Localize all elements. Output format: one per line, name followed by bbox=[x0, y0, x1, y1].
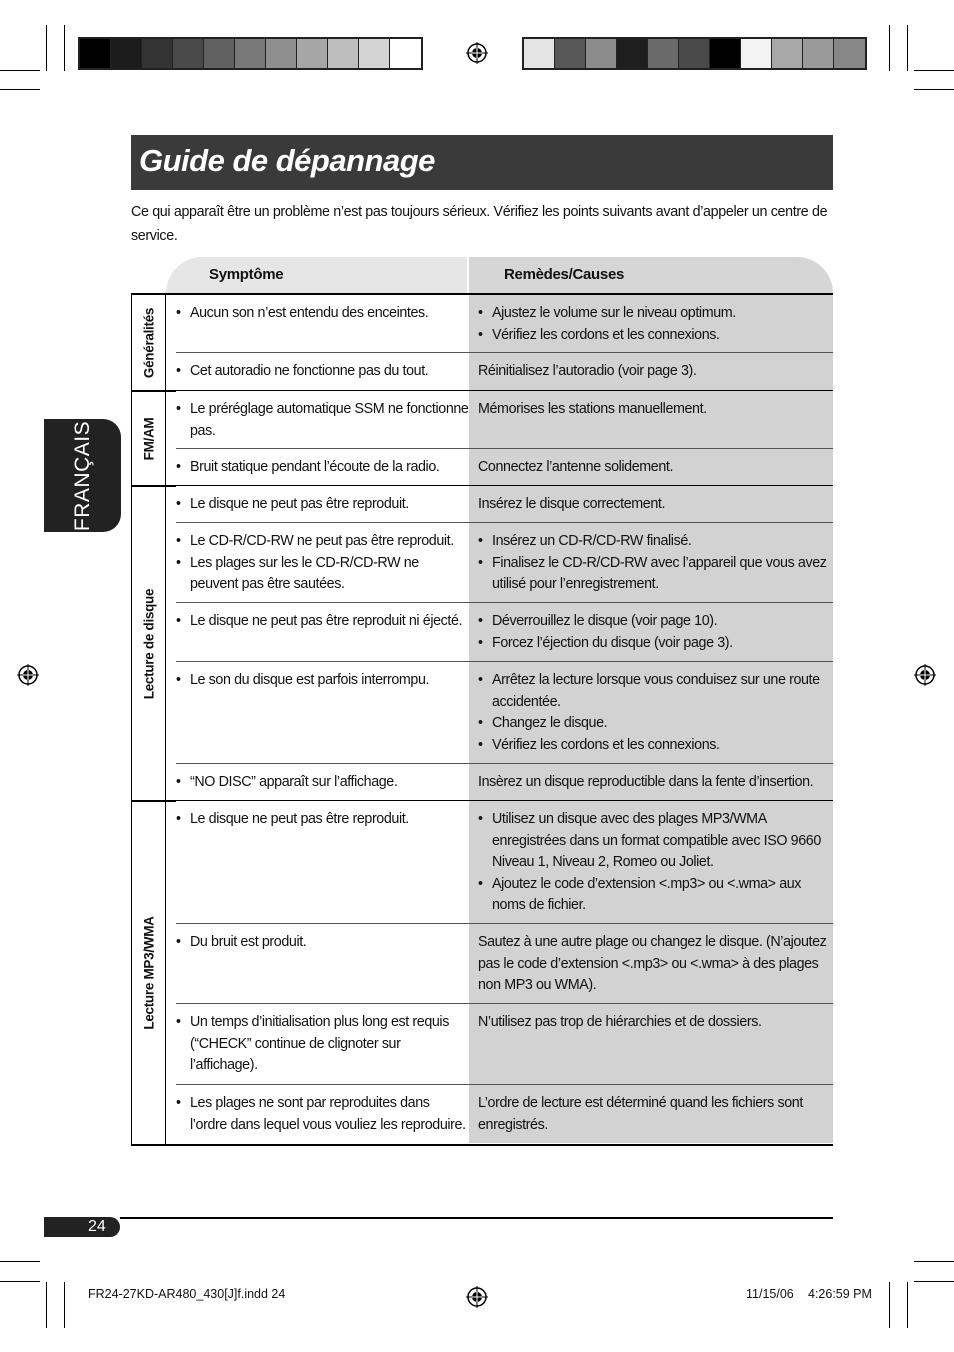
color-swatch bbox=[235, 39, 266, 68]
table-row bbox=[176, 486, 833, 522]
page-number: 24 bbox=[44, 1217, 120, 1237]
remedy-cell bbox=[469, 1085, 833, 1143]
crop-mark bbox=[64, 25, 65, 71]
footer-rule bbox=[120, 1217, 833, 1219]
remedy-text: Insérez le disque correctement. bbox=[478, 496, 666, 512]
list-item: • Le CD-R/CD-RW ne peut pas être reproduit. bbox=[176, 531, 469, 553]
bullet-list bbox=[478, 303, 833, 346]
remedy-text: Insèrez un disque reproductible dans la fente d’insertion. bbox=[478, 774, 814, 790]
list-item: • Cet autoradio ne fonctionne pas du tout. bbox=[176, 361, 469, 383]
remedy-cell bbox=[469, 391, 833, 448]
remedy-text: Connectez l’antenne solidement. bbox=[478, 459, 674, 475]
remedy-text: N’utilisez pas trop de hiérarchies et de dossiers. bbox=[478, 1014, 762, 1030]
list-item: • Le préréglage automatique SSM ne fonctionne pas. bbox=[176, 399, 469, 442]
bullet-list bbox=[478, 611, 833, 654]
group-label: Lecture MP3/WMA bbox=[141, 915, 156, 1030]
remedy-cell bbox=[469, 295, 833, 352]
symptom-header: Symptôme bbox=[166, 257, 467, 294]
list-item: • Finalisez le CD-R/CD-RW avec l’appareil que vous avez utilisé pour l’enregistrement. bbox=[478, 553, 833, 596]
color-swatch bbox=[555, 39, 586, 68]
color-swatch bbox=[710, 39, 741, 68]
bullet-list bbox=[478, 531, 833, 596]
symptom-cell bbox=[176, 603, 469, 661]
bullet-list bbox=[176, 494, 469, 516]
bullet-list bbox=[176, 1093, 469, 1136]
color-swatch bbox=[111, 39, 142, 68]
crop-mark bbox=[64, 1282, 65, 1328]
symptom-cell bbox=[176, 486, 469, 522]
list-item: • Le disque ne peut pas être reproduit ni éjecté. bbox=[176, 611, 469, 633]
color-swatch bbox=[173, 39, 204, 68]
remedy-cell bbox=[469, 523, 833, 602]
color-swatch bbox=[390, 39, 421, 68]
symptom-cell bbox=[176, 1004, 469, 1084]
color-strip-left bbox=[78, 37, 423, 70]
bullet-list bbox=[176, 457, 469, 479]
remedy-text: Mémorises les stations manuellement. bbox=[478, 401, 707, 417]
footer-file: FR24-27KD-AR480_430[J]f.indd 24 bbox=[88, 1287, 286, 1301]
bullet-list bbox=[176, 1012, 469, 1077]
table-row bbox=[176, 662, 833, 763]
remedy-text: Sautez à une autre plage ou changez le disque. (N’ajoutez pas le code d’extension <.mp3> ou <.wma> à des plages non MP3 ou WMA). bbox=[478, 934, 827, 993]
list-item: • Vérifiez les cordons et les connexions. bbox=[478, 735, 833, 757]
symptom-cell bbox=[176, 662, 469, 763]
remedy-cell bbox=[469, 1004, 833, 1084]
language-tab bbox=[44, 419, 121, 532]
list-item: • Déverrouillez le disque (voir page 10). bbox=[478, 611, 833, 633]
remedy-cell bbox=[469, 801, 833, 923]
remedy-text: Réinitialisez l’autoradio (voir page 3). bbox=[478, 363, 697, 379]
table-row bbox=[176, 295, 833, 352]
registration-mark-icon bbox=[466, 1286, 488, 1308]
color-swatch bbox=[586, 39, 617, 68]
bullet-list bbox=[478, 809, 833, 917]
list-item: • Utilisez un disque avec des plages MP3/WMA enregistrées dans un format compatible avec ISO 9660 Niveau 1, Niveau 2, Romeo ou Joliet. bbox=[478, 809, 833, 874]
registration-mark-icon bbox=[466, 42, 488, 64]
list-item: • Les plages ne sont par reproduites dans l’ordre dans lequel vous vouliez les reproduire. bbox=[176, 1093, 469, 1136]
color-swatch bbox=[297, 39, 328, 68]
color-swatch bbox=[617, 39, 648, 68]
color-swatch bbox=[648, 39, 679, 68]
remedy-cell bbox=[469, 924, 833, 1003]
table-row bbox=[176, 764, 833, 800]
list-item: • Changez le disque. bbox=[478, 713, 833, 735]
color-swatch bbox=[204, 39, 235, 68]
group-label: FM/AM bbox=[141, 417, 156, 460]
list-item: • Ajoutez le code d’extension <.mp3> ou <.wma> aux noms de fichier. bbox=[478, 874, 833, 917]
table-row bbox=[176, 603, 833, 661]
bullet-list bbox=[176, 361, 469, 383]
list-item: • Le disque ne peut pas être reproduit. bbox=[176, 809, 469, 831]
symptom-cell bbox=[176, 295, 469, 352]
color-swatch bbox=[142, 39, 173, 68]
remedy-text: L’ordre de lecture est déterminé quand les fichiers sont enregistrés. bbox=[478, 1095, 803, 1133]
symptom-cell bbox=[176, 353, 469, 390]
crop-mark bbox=[889, 25, 890, 71]
color-swatch bbox=[772, 39, 803, 68]
intro-text: Ce qui apparaît être un problème n’est pas toujours sérieux. Vérifiez les points suivants avant d’appeler un centre de service. bbox=[131, 204, 828, 244]
remedy-cell bbox=[469, 449, 833, 485]
bullet-list bbox=[176, 670, 469, 692]
page-title: Guide de dépannage bbox=[139, 143, 435, 178]
color-swatch bbox=[359, 39, 390, 68]
crop-mark bbox=[46, 1282, 47, 1328]
color-strip-right bbox=[522, 37, 867, 70]
bullet-list bbox=[176, 531, 469, 596]
group-label-cell bbox=[131, 801, 166, 1144]
table-row bbox=[176, 523, 833, 602]
table-row bbox=[176, 353, 833, 390]
list-item: • Le disque ne peut pas être reproduit. bbox=[176, 494, 469, 516]
remedy-cell bbox=[469, 353, 833, 390]
crop-mark bbox=[914, 1281, 954, 1282]
table-row bbox=[176, 1004, 833, 1084]
remedy-cell bbox=[469, 764, 833, 800]
list-item: • Forcez l’éjection du disque (voir page 3). bbox=[478, 633, 833, 655]
group-label: Généralités bbox=[141, 307, 156, 379]
bullet-list bbox=[176, 772, 469, 794]
group-label-cell bbox=[131, 391, 166, 486]
crop-mark bbox=[907, 1282, 908, 1328]
crop-mark bbox=[907, 25, 908, 71]
crop-mark bbox=[0, 89, 40, 90]
bullet-list bbox=[176, 399, 469, 442]
remedy-header: Remèdes/Causes bbox=[469, 257, 833, 294]
group-label-cell bbox=[131, 486, 166, 801]
color-swatch bbox=[741, 39, 772, 68]
table-row bbox=[176, 924, 833, 1003]
list-item: • Arrêtez la lecture lorsque vous conduisez sur une route accidentée. bbox=[478, 670, 833, 713]
table-group-rule bbox=[131, 1144, 833, 1146]
crop-mark bbox=[914, 1261, 954, 1262]
list-item: • Insérez un CD-R/CD-RW finalisé. bbox=[478, 531, 833, 553]
crop-mark bbox=[914, 89, 954, 90]
color-swatch bbox=[803, 39, 834, 68]
list-item: • Ajustez le volume sur le niveau optimum. bbox=[478, 303, 833, 325]
language-tab-label: FRANÇAIS bbox=[70, 420, 94, 531]
table-row bbox=[176, 801, 833, 923]
color-swatch bbox=[524, 39, 555, 68]
symptom-cell bbox=[176, 764, 469, 800]
remedy-cell bbox=[469, 603, 833, 661]
bullet-list bbox=[176, 611, 469, 633]
color-swatch bbox=[679, 39, 710, 68]
group-label-cell bbox=[131, 295, 166, 391]
list-item: • “NO DISC” apparaît sur l’affichage. bbox=[176, 772, 469, 794]
table-row bbox=[176, 1085, 833, 1143]
bullet-list bbox=[176, 809, 469, 831]
crop-mark bbox=[889, 1282, 890, 1328]
bullet-list bbox=[176, 303, 469, 325]
table-row bbox=[176, 391, 833, 448]
color-swatch bbox=[80, 39, 111, 68]
list-item: • Bruit statique pendant l’écoute de la radio. bbox=[176, 457, 469, 479]
color-swatch bbox=[328, 39, 359, 68]
bullet-list bbox=[478, 670, 833, 756]
crop-mark bbox=[0, 1261, 40, 1262]
crop-mark bbox=[914, 70, 954, 71]
list-item: • Vérifiez les cordons et les connexions. bbox=[478, 325, 833, 347]
symptom-cell bbox=[176, 391, 469, 448]
list-item: • Le son du disque est parfois interrompu. bbox=[176, 670, 469, 692]
list-item: • Les plages sur les le CD-R/CD-RW ne peuvent pas être sautées. bbox=[176, 553, 469, 596]
title-bar bbox=[131, 135, 833, 190]
symptom-cell bbox=[176, 924, 469, 1003]
group-label: Lecture de disque bbox=[141, 588, 156, 699]
footer-time: 4:26:59 PM bbox=[808, 1287, 872, 1301]
footer-date: 11/15/06 bbox=[746, 1287, 794, 1301]
list-item: • Aucun son n’est entendu des enceintes. bbox=[176, 303, 469, 325]
table-row bbox=[176, 449, 833, 485]
symptom-cell bbox=[176, 1085, 469, 1143]
bullet-list bbox=[176, 932, 469, 954]
symptom-cell bbox=[176, 523, 469, 602]
symptom-cell bbox=[176, 801, 469, 923]
symptom-cell bbox=[176, 449, 469, 485]
list-item: • Du bruit est produit. bbox=[176, 932, 469, 954]
registration-mark-icon bbox=[914, 664, 936, 686]
remedy-cell bbox=[469, 486, 833, 522]
crop-mark bbox=[0, 70, 40, 71]
remedy-cell bbox=[469, 662, 833, 763]
crop-mark bbox=[46, 25, 47, 71]
registration-mark-icon bbox=[17, 664, 39, 686]
list-item: • Un temps d’initialisation plus long est requis (“CHECK” continue de clignoter sur l’affichage). bbox=[176, 1012, 469, 1077]
color-swatch bbox=[266, 39, 297, 68]
crop-mark bbox=[0, 1281, 40, 1282]
color-swatch bbox=[834, 39, 865, 68]
